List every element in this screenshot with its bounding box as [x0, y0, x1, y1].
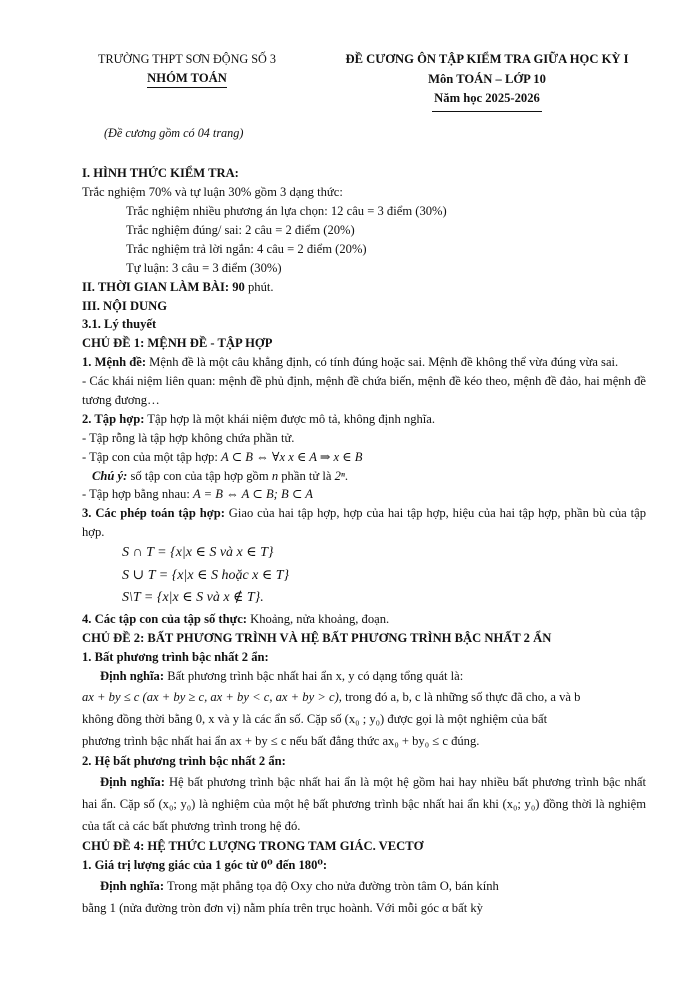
- subsection-heading: 1. Bất phương trình bậc nhất 2 ẩn:: [82, 649, 269, 664]
- definition: [82, 771, 646, 837]
- definition: [82, 667, 646, 686]
- paragraph-text: - Tập con của một tập hợp:: [82, 449, 221, 464]
- definition-text: Bất phương trình bậc nhất hai ẩn x, y có dạng tổng quát là:: [164, 668, 464, 683]
- exam-duration: 90: [232, 279, 245, 294]
- section-time: [82, 278, 646, 297]
- definition-text: Trong mặt phẳng tọa độ Oxy cho nửa đường tròn tâm O, bán kính: [164, 878, 499, 893]
- paragraph-label: 3. Các phép toán tập hợp:: [82, 506, 225, 521]
- paragraph: - Tập rỗng là tập hợp không chứa phần tử.: [82, 430, 295, 445]
- math-formula: S ∪ T = {x|x ∈ S hoặc x ∈ T}: [122, 567, 290, 583]
- paragraph: [82, 504, 646, 542]
- note-text: số tập con của tập hợp gồm: [127, 468, 272, 483]
- list-item: Tự luận: 3 câu = 3 điểm (30%): [126, 260, 282, 275]
- subsection-heading: 2. Hệ bất phương trình bậc nhất 2 ẩn:: [82, 753, 286, 768]
- school-name: TRƯỜNG THPT SƠN ĐỘNG SỐ 3: [98, 52, 276, 66]
- math-expression: A = B ⇔ A ⊂ B; B ⊂ A: [193, 487, 313, 502]
- topic-1: [82, 334, 646, 629]
- note-label: Chú ý:: [92, 468, 128, 483]
- definition-line: không đồng thời bằng 0, x và y là các ẩn số. Cặp số (x₀ ; y₀) được gọi là một nghiệm của bất: [82, 711, 548, 726]
- paragraph-text: Khoảng, nửa khoảng, đoạn.: [246, 612, 390, 627]
- group-name: NHÓM TOÁN: [147, 71, 227, 88]
- paragraph: [82, 610, 646, 629]
- definition-label: Định nghĩa:: [100, 878, 165, 893]
- paragraph-text: Mệnh đề là một câu khẳng định, có tính đúng hoặc sai. Mệnh đề không thể vừa đúng vừa sai.: [146, 355, 619, 370]
- paragraph: [82, 485, 646, 504]
- subsection-heading: 1. Giá trị lượng giác của 1 góc từ 0⁰ đến 180⁰:: [82, 857, 328, 872]
- section-heading: III. NỘI DUNG: [82, 298, 168, 313]
- section-heading: I. HÌNH THỨC KIỂM TRA:: [82, 166, 239, 181]
- subject-line: Môn TOÁN – LỚP 10: [428, 71, 546, 86]
- definition: [82, 875, 646, 897]
- math-formula: S\T = {x|x ∈ S và x ∉ T}.: [122, 590, 264, 606]
- topic-4: [82, 837, 646, 919]
- math-expression: 2ⁿ: [334, 468, 345, 483]
- paragraph: [82, 353, 646, 372]
- list-item: Trắc nghiệm nhiều phương án lựa chọn: 12 câu = 3 điểm (30%): [126, 204, 447, 219]
- paragraph-text: Tập hợp là một khái niệm được mô tả, không định nghĩa.: [144, 411, 436, 426]
- definition-line: bằng 1 (nửa đường tròn đơn vị) nằm phía trên trục hoành. Với mỗi góc α bất kỳ: [82, 900, 483, 915]
- math-expression: A ⊂ B ⇔ ∀x x ∈ A ⇒ x ∈ B: [220, 449, 363, 464]
- list-item: Trắc nghiệm trả lời ngắn: 4 câu = 2 điểm (20%): [126, 241, 367, 256]
- list-item: Trắc nghiệm đúng/ sai: 2 câu = 2 điểm (20%): [126, 222, 355, 237]
- note: [82, 467, 646, 486]
- paragraph: [82, 448, 646, 467]
- paragraph-label: 1. Mệnh đề:: [82, 355, 147, 370]
- note-text: .: [344, 468, 349, 483]
- header-right: [322, 50, 652, 112]
- definition-label: Định nghĩa:: [100, 774, 165, 789]
- topic-2: [82, 629, 646, 837]
- paragraph-text: - Tập hợp bằng nhau:: [82, 487, 194, 502]
- topic-heading: CHỦ ĐỀ 2: BẤT PHƯƠNG TRÌNH VÀ HỆ BẤT PHƯƠNG TRÌNH BẬC NHẤT 2 ẨN: [82, 631, 552, 646]
- document-header: [82, 50, 646, 122]
- definition-text: , trong đó a, b, c là những số thực đã cho, a và b: [338, 689, 581, 704]
- math-expression: n: [271, 468, 279, 483]
- document-title: ĐỀ CƯƠNG ÔN TẬP KIỂM TRA GIỮA HỌC KỲ I: [345, 52, 629, 66]
- math-expression: ax + by ≤ c (ax + by ≥ c, ax + by < c, ax + by > c): [82, 689, 339, 704]
- note-text: phần tử là: [278, 468, 335, 483]
- definition-text: Hệ bất phương trình bậc nhất hai ẩn là một hệ gồm hai hay nhiều bất phương trình bậc nhất hai ẩn. Cặp số (x₀; y₀) là nghiệm của một hệ bất phương trình bậc nhất hai ẩn khi (x₀; y₀) đồng thời là nghiệm của tất cả các bất phương trình trong hệ đó.: [82, 774, 647, 833]
- definition-line: [82, 686, 646, 708]
- section-intro: Trắc nghiệm 70% và tự luận 30% gồm 3 dạng thức:: [82, 185, 343, 200]
- topic-heading: CHỦ ĐỀ 4: HỆ THỨC LƯỢNG TRONG TAM GIÁC. VECTƠ: [82, 838, 424, 853]
- header-rule: [432, 111, 542, 112]
- section-heading: II. THỜI GIAN LÀM BÀI:: [82, 279, 230, 294]
- header-left: [82, 50, 292, 88]
- paragraph: [82, 410, 646, 429]
- school-year: Năm học 2025-2026: [434, 91, 540, 106]
- paragraph-label: 4. Các tập con của tập số thực:: [82, 612, 247, 627]
- paragraph-label: 2. Tập hợp:: [82, 411, 145, 426]
- definition-label: Định nghĩa:: [100, 668, 165, 683]
- section-exam-format: [82, 164, 646, 277]
- pages-note: (Đề cương gồm có 04 trang): [104, 126, 244, 140]
- math-formula: S ∩ T = {x|x ∈ S và x ∈ T}: [122, 545, 274, 561]
- paragraph-text: Giao của hai tập hợp, hợp của hai tập hợp, hiệu của hai tập hợp, phần bù của tập hợp.: [82, 506, 647, 540]
- duration-unit: phút.: [244, 279, 274, 294]
- definition-line: phương trình bậc nhất hai ẩn ax + by ≤ c nếu bất đẳng thức ax₀ + by₀ ≤ c đúng.: [82, 733, 480, 748]
- subsection-heading: 3.1. Lý thuyết: [82, 317, 157, 332]
- topic-heading: CHỦ ĐỀ 1: MỆNH ĐỀ - TẬP HỢP: [82, 336, 273, 351]
- paragraph: - Các khái niệm liên quan: mệnh đề phủ định, mệnh đề chứa biến, mệnh đề kéo theo, mệnh đề đảo, hai mệnh đề tương đương…: [82, 374, 646, 407]
